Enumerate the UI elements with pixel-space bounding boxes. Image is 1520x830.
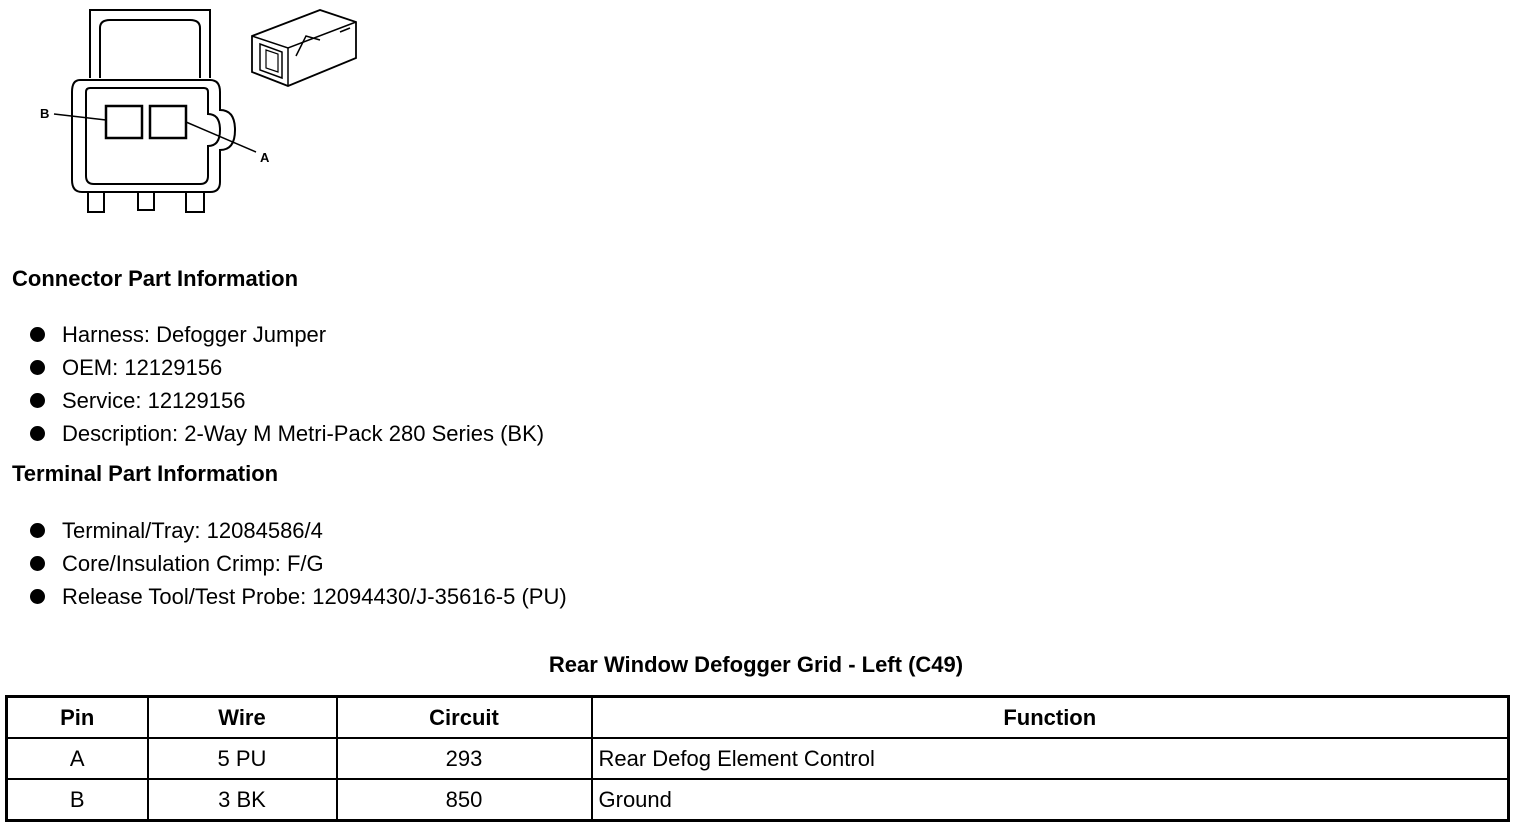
table-row (7, 738, 1509, 779)
list-item: Release Tool/Test Probe: 12094430/J-35616-5 (PU) (28, 580, 567, 613)
header-function: Function (592, 697, 1509, 739)
pin-b-label: B (40, 106, 50, 121)
bullet-icon (30, 523, 45, 538)
terminal-part-list (28, 514, 567, 613)
bullet-icon (30, 360, 45, 375)
header-pin: Pin (7, 697, 148, 739)
list-item: Description: 2-Way M Metri-Pack 280 Series (BK) (28, 417, 544, 450)
bullet-icon (30, 426, 45, 441)
cell-circuit: 293 (337, 738, 592, 779)
table-row (7, 779, 1509, 821)
connector-part-heading: Connector Part Information (12, 266, 299, 291)
cell-wire: 5 PU (148, 738, 337, 779)
pin-a-label: A (260, 150, 270, 165)
bullet-icon (30, 589, 45, 604)
bullet-icon (30, 556, 45, 571)
table-header-row (7, 697, 1509, 739)
cell-function: Rear Defog Element Control (592, 738, 1509, 779)
list-item: Core/Insulation Crimp: F/G (28, 547, 567, 580)
connector-part-list (28, 318, 544, 450)
list-item: Harness: Defogger Jumper (28, 318, 544, 351)
pinout-table-title: Rear Window Defogger Grid - Left (C49) (548, 652, 964, 677)
pinout-table (5, 695, 1510, 822)
list-item: OEM: 12129156 (28, 351, 544, 384)
header-wire: Wire (148, 697, 337, 739)
connector-diagram (20, 0, 380, 225)
cell-pin: A (7, 738, 148, 779)
cell-pin: B (7, 779, 148, 821)
list-item: Terminal/Tray: 12084586/4 (28, 514, 567, 547)
cell-function: Ground (592, 779, 1509, 821)
list-item: Service: 12129156 (28, 384, 544, 417)
connector-face-drawing (20, 0, 380, 225)
bullet-icon (30, 393, 45, 408)
terminal-part-heading: Terminal Part Information (12, 461, 279, 486)
bullet-icon (30, 327, 45, 342)
cell-wire: 3 BK (148, 779, 337, 821)
cell-circuit: 850 (337, 779, 592, 821)
header-circuit: Circuit (337, 697, 592, 739)
